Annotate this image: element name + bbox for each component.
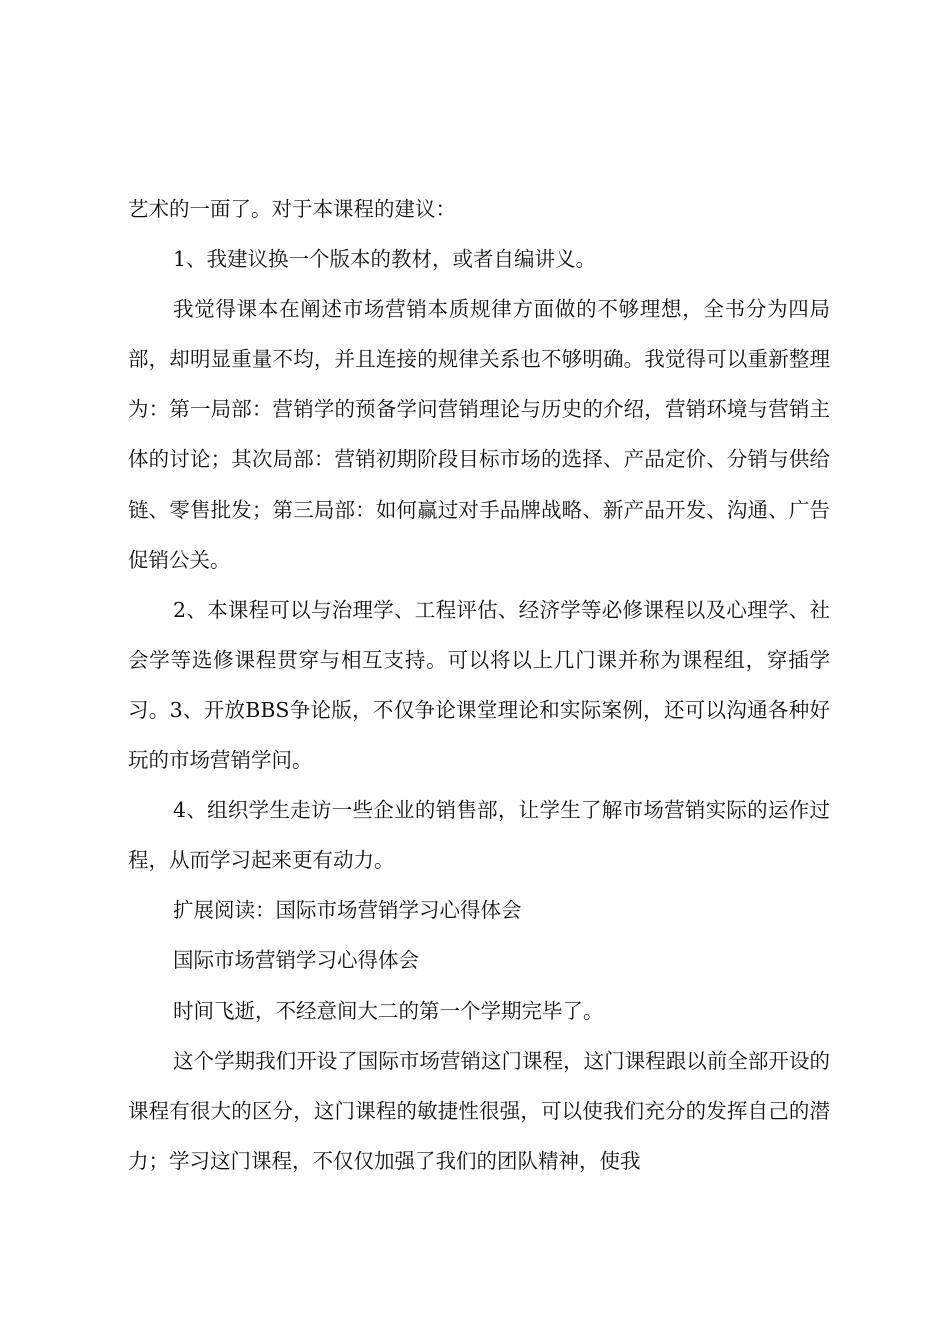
paragraph: 国际市场营销学习心得体会 — [173, 948, 419, 973]
paragraph: 2、本课程可以与治理学、工程评估、经济学等必修课程以及心理学、社会学等选修课程贯穿与相互支持。可以将以上几门课并称为课程组，穿插学习。3、开放BBS争论版，不仅争论课堂理论和实际案例，还可以沟通各种好玩的市场营销学问。 — [128, 597, 830, 773]
paragraph: 4、组织学生走访一些企业的销售部，让学生了解市场营销实际的运作过程，从而学习起来更有动力。 — [128, 798, 830, 873]
paragraph: 1、我建议换一个版本的教材，或者自编讲义。 — [173, 247, 597, 272]
paragraph: 扩展阅读：国际市场营销学习心得体会 — [173, 898, 522, 923]
document-body — [128, 184, 830, 1186]
paragraph: 时间飞逝，不经意间大二的第一个学期完毕了。 — [173, 998, 604, 1023]
paragraph: 这个学期我们开设了国际市场营销这门课程，这门课程跟以前全部开设的课程有很大的区分，这门课程的敏捷性很强，可以使我们充分的发挥自己的潜力；学习这门课程，不仅仅加强了我们的团队精神，使我 — [128, 1048, 830, 1173]
paragraph: 艺术的一面了。对于本课程的建议： — [128, 197, 456, 221]
paragraph: 我觉得课本在阐述市场营销本质规律方面做的不够理想，全书分为四局部，却明显重量不均，并且连接的规律关系也不够明确。我觉得可以重新整理为：第一局部：营销学的预备学问营销理论与历史的介绍，营销环境与营销主体的讨论；其次局部：营销初期阶段目标市场的选择、产品定价、分销与供给链、零售批发；第三局部：如何赢过对手品牌战略、新产品开发、沟通、广告促销公关。 — [128, 297, 830, 572]
